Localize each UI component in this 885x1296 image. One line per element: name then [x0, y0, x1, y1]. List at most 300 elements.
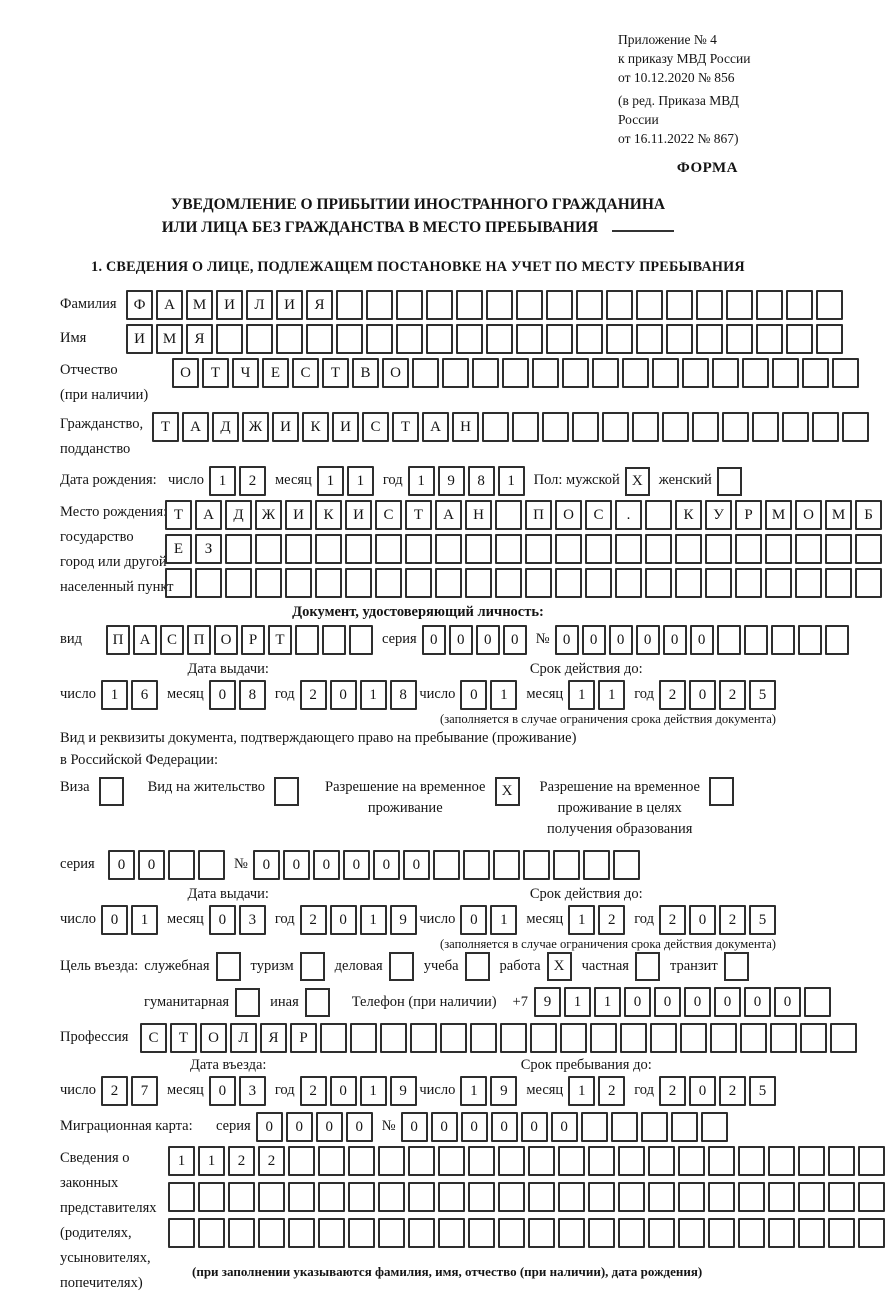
char-cell[interactable]: Л: [246, 290, 273, 320]
char-cell[interactable]: [225, 534, 252, 564]
char-cell[interactable]: [463, 850, 490, 880]
char-cell[interactable]: [795, 534, 822, 564]
char-cell[interactable]: И: [216, 290, 243, 320]
char-cell[interactable]: Ж: [255, 500, 282, 530]
char-cell[interactable]: Т: [268, 625, 292, 655]
char-cell[interactable]: 0: [209, 905, 236, 935]
char-cell[interactable]: [678, 1182, 705, 1212]
char-cell[interactable]: [786, 290, 813, 320]
char-cell[interactable]: [812, 412, 839, 442]
char-cell[interactable]: П: [187, 625, 211, 655]
char-cell[interactable]: 9: [438, 466, 465, 496]
char-cell[interactable]: [722, 412, 749, 442]
char-cell[interactable]: И: [126, 324, 153, 354]
char-cell[interactable]: [412, 358, 439, 388]
char-cell[interactable]: [558, 1146, 585, 1176]
char-cell[interactable]: 1: [490, 680, 517, 710]
char-cell[interactable]: [804, 987, 831, 1017]
char-cell[interactable]: [498, 1146, 525, 1176]
char-cell[interactable]: А: [422, 412, 449, 442]
char-cell[interactable]: [632, 412, 659, 442]
char-cell[interactable]: [530, 1023, 557, 1053]
char-cell[interactable]: 0: [101, 905, 128, 935]
char-cell[interactable]: А: [156, 290, 183, 320]
char-cell[interactable]: 1: [564, 987, 591, 1017]
char-cell[interactable]: [590, 1023, 617, 1053]
char-cell[interactable]: [855, 534, 882, 564]
char-cell[interactable]: [375, 568, 402, 598]
char-cell[interactable]: [378, 1218, 405, 1248]
char-cell[interactable]: [288, 1182, 315, 1212]
char-cell[interactable]: [770, 1023, 797, 1053]
char-cell[interactable]: 0: [343, 850, 370, 880]
char-cell[interactable]: [336, 290, 363, 320]
char-cell[interactable]: И: [272, 412, 299, 442]
char-cell[interactable]: [717, 625, 741, 655]
purpose-tourism-checkbox[interactable]: [300, 952, 325, 981]
char-cell[interactable]: [408, 1218, 435, 1248]
char-cell[interactable]: Д: [212, 412, 239, 442]
char-cell[interactable]: [636, 324, 663, 354]
char-cell[interactable]: [528, 1146, 555, 1176]
char-cell[interactable]: М: [156, 324, 183, 354]
char-cell[interactable]: 8: [390, 680, 417, 710]
char-cell[interactable]: [588, 1146, 615, 1176]
char-cell[interactable]: И: [332, 412, 359, 442]
char-cell[interactable]: 0: [283, 850, 310, 880]
char-cell[interactable]: О: [172, 358, 199, 388]
char-cell[interactable]: [606, 290, 633, 320]
char-cell[interactable]: [602, 412, 629, 442]
char-cell[interactable]: [828, 1146, 855, 1176]
char-cell[interactable]: 1: [168, 1146, 195, 1176]
char-cell[interactable]: Л: [230, 1023, 257, 1053]
char-cell[interactable]: 1: [101, 680, 128, 710]
char-cell[interactable]: 3: [239, 905, 266, 935]
char-cell[interactable]: [768, 1218, 795, 1248]
char-cell[interactable]: 5: [749, 905, 776, 935]
char-cell[interactable]: 0: [636, 625, 660, 655]
char-cell[interactable]: 0: [774, 987, 801, 1017]
char-cell[interactable]: [558, 1218, 585, 1248]
char-cell[interactable]: [765, 568, 792, 598]
char-cell[interactable]: 0: [256, 1112, 283, 1142]
char-cell[interactable]: [315, 568, 342, 598]
char-cell[interactable]: Ж: [242, 412, 269, 442]
char-cell[interactable]: [288, 1146, 315, 1176]
char-cell[interactable]: [438, 1146, 465, 1176]
char-cell[interactable]: [228, 1182, 255, 1212]
char-cell[interactable]: 2: [719, 680, 746, 710]
char-cell[interactable]: К: [315, 500, 342, 530]
char-cell[interactable]: [830, 1023, 857, 1053]
char-cell[interactable]: Я: [306, 290, 333, 320]
char-cell[interactable]: [576, 324, 603, 354]
char-cell[interactable]: [828, 1218, 855, 1248]
char-cell[interactable]: [295, 625, 319, 655]
char-cell[interactable]: Е: [262, 358, 289, 388]
char-cell[interactable]: [648, 1146, 675, 1176]
char-cell[interactable]: 1: [347, 466, 374, 496]
char-cell[interactable]: 2: [228, 1146, 255, 1176]
char-cell[interactable]: 1: [490, 905, 517, 935]
char-cell[interactable]: 0: [316, 1112, 343, 1142]
char-cell[interactable]: [435, 568, 462, 598]
char-cell[interactable]: [858, 1218, 885, 1248]
char-cell[interactable]: [375, 534, 402, 564]
char-cell[interactable]: 0: [503, 625, 527, 655]
char-cell[interactable]: [592, 358, 619, 388]
char-cell[interactable]: А: [195, 500, 222, 530]
char-cell[interactable]: [662, 412, 689, 442]
char-cell[interactable]: Р: [735, 500, 762, 530]
purpose-humanitarian-checkbox[interactable]: [235, 988, 260, 1017]
char-cell[interactable]: [396, 290, 423, 320]
char-cell[interactable]: 2: [719, 905, 746, 935]
char-cell[interactable]: [516, 290, 543, 320]
char-cell[interactable]: [349, 625, 373, 655]
char-cell[interactable]: М: [825, 500, 852, 530]
char-cell[interactable]: [320, 1023, 347, 1053]
char-cell[interactable]: О: [214, 625, 238, 655]
char-cell[interactable]: 0: [663, 625, 687, 655]
char-cell[interactable]: [615, 534, 642, 564]
char-cell[interactable]: 2: [659, 905, 686, 935]
char-cell[interactable]: 1: [360, 905, 387, 935]
char-cell[interactable]: 0: [403, 850, 430, 880]
char-cell[interactable]: Т: [405, 500, 432, 530]
char-cell[interactable]: М: [765, 500, 792, 530]
char-cell[interactable]: С: [292, 358, 319, 388]
char-cell[interactable]: [258, 1182, 285, 1212]
char-cell[interactable]: 0: [253, 850, 280, 880]
char-cell[interactable]: 3: [239, 1076, 266, 1106]
char-cell[interactable]: [495, 500, 522, 530]
char-cell[interactable]: 9: [390, 1076, 417, 1106]
char-cell[interactable]: [615, 568, 642, 598]
char-cell[interactable]: 2: [719, 1076, 746, 1106]
char-cell[interactable]: [380, 1023, 407, 1053]
char-cell[interactable]: [288, 1218, 315, 1248]
char-cell[interactable]: [528, 1218, 555, 1248]
char-cell[interactable]: Н: [465, 500, 492, 530]
char-cell[interactable]: [708, 1218, 735, 1248]
char-cell[interactable]: [576, 290, 603, 320]
char-cell[interactable]: [682, 358, 709, 388]
char-cell[interactable]: С: [585, 500, 612, 530]
char-cell[interactable]: [336, 324, 363, 354]
char-cell[interactable]: [678, 1146, 705, 1176]
char-cell[interactable]: 2: [659, 680, 686, 710]
char-cell[interactable]: 0: [422, 625, 446, 655]
char-cell[interactable]: [765, 534, 792, 564]
char-cell[interactable]: [318, 1218, 345, 1248]
char-cell[interactable]: [546, 290, 573, 320]
char-cell[interactable]: [701, 1112, 728, 1142]
char-cell[interactable]: Т: [202, 358, 229, 388]
purpose-private-checkbox[interactable]: [635, 952, 660, 981]
char-cell[interactable]: [426, 290, 453, 320]
char-cell[interactable]: Т: [152, 412, 179, 442]
char-cell[interactable]: 0: [461, 1112, 488, 1142]
char-cell[interactable]: [606, 324, 633, 354]
char-cell[interactable]: 9: [390, 905, 417, 935]
char-cell[interactable]: 5: [749, 1076, 776, 1106]
char-cell[interactable]: [486, 324, 513, 354]
char-cell[interactable]: [378, 1182, 405, 1212]
char-cell[interactable]: [468, 1218, 495, 1248]
char-cell[interactable]: [366, 290, 393, 320]
char-cell[interactable]: [198, 1182, 225, 1212]
char-cell[interactable]: С: [140, 1023, 167, 1053]
char-cell[interactable]: 0: [401, 1112, 428, 1142]
char-cell[interactable]: Я: [186, 324, 213, 354]
char-cell[interactable]: [306, 324, 333, 354]
char-cell[interactable]: Я: [260, 1023, 287, 1053]
char-cell[interactable]: П: [106, 625, 130, 655]
char-cell[interactable]: [216, 324, 243, 354]
purpose-study-checkbox[interactable]: [465, 952, 490, 981]
char-cell[interactable]: [276, 324, 303, 354]
char-cell[interactable]: 8: [468, 466, 495, 496]
char-cell[interactable]: [710, 1023, 737, 1053]
purpose-other-checkbox[interactable]: [305, 988, 330, 1017]
char-cell[interactable]: [828, 1182, 855, 1212]
char-cell[interactable]: 1: [460, 1076, 487, 1106]
char-cell[interactable]: Е: [165, 534, 192, 564]
char-cell[interactable]: [350, 1023, 377, 1053]
gender-male-checkbox[interactable]: X: [625, 467, 650, 496]
char-cell[interactable]: [671, 1112, 698, 1142]
char-cell[interactable]: [523, 850, 550, 880]
char-cell[interactable]: И: [285, 500, 312, 530]
char-cell[interactable]: [405, 568, 432, 598]
char-cell[interactable]: [532, 358, 559, 388]
char-cell[interactable]: [756, 290, 783, 320]
char-cell[interactable]: [345, 568, 372, 598]
char-cell[interactable]: 2: [300, 905, 327, 935]
char-cell[interactable]: 0: [313, 850, 340, 880]
char-cell[interactable]: Т: [392, 412, 419, 442]
char-cell[interactable]: [613, 850, 640, 880]
char-cell[interactable]: [675, 568, 702, 598]
char-cell[interactable]: [696, 290, 723, 320]
char-cell[interactable]: 0: [624, 987, 651, 1017]
char-cell[interactable]: [740, 1023, 767, 1053]
char-cell[interactable]: 0: [138, 850, 165, 880]
char-cell[interactable]: [495, 568, 522, 598]
char-cell[interactable]: [258, 1218, 285, 1248]
char-cell[interactable]: 0: [330, 680, 357, 710]
char-cell[interactable]: [546, 324, 573, 354]
char-cell[interactable]: [378, 1146, 405, 1176]
temp-residence-checkbox[interactable]: X: [495, 777, 520, 806]
char-cell[interactable]: [468, 1182, 495, 1212]
char-cell[interactable]: [583, 850, 610, 880]
char-cell[interactable]: [744, 625, 768, 655]
char-cell[interactable]: [795, 568, 822, 598]
char-cell[interactable]: [585, 534, 612, 564]
char-cell[interactable]: [528, 1182, 555, 1212]
char-cell[interactable]: [482, 412, 509, 442]
char-cell[interactable]: [708, 1146, 735, 1176]
char-cell[interactable]: 0: [582, 625, 606, 655]
char-cell[interactable]: [771, 625, 795, 655]
char-cell[interactable]: 1: [598, 680, 625, 710]
char-cell[interactable]: [456, 324, 483, 354]
char-cell[interactable]: 2: [101, 1076, 128, 1106]
char-cell[interactable]: [255, 568, 282, 598]
char-cell[interactable]: [708, 1182, 735, 1212]
char-cell[interactable]: [832, 358, 859, 388]
char-cell[interactable]: 0: [286, 1112, 313, 1142]
char-cell[interactable]: П: [525, 500, 552, 530]
char-cell[interactable]: [816, 290, 843, 320]
char-cell[interactable]: [495, 534, 522, 564]
char-cell[interactable]: 1: [131, 905, 158, 935]
char-cell[interactable]: 0: [654, 987, 681, 1017]
char-cell[interactable]: [348, 1146, 375, 1176]
char-cell[interactable]: И: [345, 500, 372, 530]
char-cell[interactable]: 8: [239, 680, 266, 710]
char-cell[interactable]: [285, 568, 312, 598]
char-cell[interactable]: 0: [609, 625, 633, 655]
char-cell[interactable]: 0: [551, 1112, 578, 1142]
char-cell[interactable]: [525, 534, 552, 564]
char-cell[interactable]: 1: [360, 1076, 387, 1106]
char-cell[interactable]: О: [200, 1023, 227, 1053]
char-cell[interactable]: 0: [744, 987, 771, 1017]
char-cell[interactable]: [555, 568, 582, 598]
char-cell[interactable]: [225, 568, 252, 598]
char-cell[interactable]: [782, 412, 809, 442]
char-cell[interactable]: Ф: [126, 290, 153, 320]
char-cell[interactable]: [198, 850, 225, 880]
char-cell[interactable]: .: [615, 500, 642, 530]
char-cell[interactable]: [768, 1182, 795, 1212]
char-cell[interactable]: [712, 358, 739, 388]
char-cell[interactable]: 0: [330, 1076, 357, 1106]
char-cell[interactable]: [735, 534, 762, 564]
char-cell[interactable]: [465, 534, 492, 564]
char-cell[interactable]: 1: [360, 680, 387, 710]
char-cell[interactable]: [572, 412, 599, 442]
char-cell[interactable]: [611, 1112, 638, 1142]
char-cell[interactable]: [726, 290, 753, 320]
char-cell[interactable]: 2: [300, 1076, 327, 1106]
char-cell[interactable]: [468, 1146, 495, 1176]
char-cell[interactable]: 0: [373, 850, 400, 880]
char-cell[interactable]: [498, 1182, 525, 1212]
char-cell[interactable]: [493, 850, 520, 880]
char-cell[interactable]: У: [705, 500, 732, 530]
char-cell[interactable]: [558, 1182, 585, 1212]
char-cell[interactable]: [692, 412, 719, 442]
char-cell[interactable]: [516, 324, 543, 354]
char-cell[interactable]: [486, 290, 513, 320]
char-cell[interactable]: [726, 324, 753, 354]
char-cell[interactable]: [645, 568, 672, 598]
char-cell[interactable]: [438, 1182, 465, 1212]
char-cell[interactable]: 0: [476, 625, 500, 655]
char-cell[interactable]: [858, 1146, 885, 1176]
char-cell[interactable]: 1: [568, 905, 595, 935]
char-cell[interactable]: [410, 1023, 437, 1053]
char-cell[interactable]: 0: [449, 625, 473, 655]
char-cell[interactable]: 0: [460, 905, 487, 935]
char-cell[interactable]: [228, 1218, 255, 1248]
char-cell[interactable]: [798, 1146, 825, 1176]
char-cell[interactable]: [735, 568, 762, 598]
char-cell[interactable]: [348, 1182, 375, 1212]
char-cell[interactable]: [798, 1182, 825, 1212]
char-cell[interactable]: [752, 412, 779, 442]
char-cell[interactable]: [855, 568, 882, 598]
char-cell[interactable]: 1: [568, 1076, 595, 1106]
char-cell[interactable]: З: [195, 534, 222, 564]
char-cell[interactable]: 0: [460, 680, 487, 710]
char-cell[interactable]: [738, 1146, 765, 1176]
purpose-official-checkbox[interactable]: [216, 952, 241, 981]
char-cell[interactable]: 9: [534, 987, 561, 1017]
char-cell[interactable]: О: [555, 500, 582, 530]
char-cell[interactable]: [636, 290, 663, 320]
char-cell[interactable]: Т: [322, 358, 349, 388]
char-cell[interactable]: 2: [659, 1076, 686, 1106]
char-cell[interactable]: 1: [198, 1146, 225, 1176]
char-cell[interactable]: 1: [498, 466, 525, 496]
char-cell[interactable]: Ч: [232, 358, 259, 388]
char-cell[interactable]: [195, 568, 222, 598]
char-cell[interactable]: [348, 1218, 375, 1248]
char-cell[interactable]: 1: [317, 466, 344, 496]
char-cell[interactable]: [768, 1146, 795, 1176]
char-cell[interactable]: [650, 1023, 677, 1053]
char-cell[interactable]: [585, 568, 612, 598]
char-cell[interactable]: [620, 1023, 647, 1053]
char-cell[interactable]: [842, 412, 869, 442]
char-cell[interactable]: [366, 324, 393, 354]
char-cell[interactable]: [772, 358, 799, 388]
char-cell[interactable]: [555, 534, 582, 564]
char-cell[interactable]: [435, 534, 462, 564]
char-cell[interactable]: Д: [225, 500, 252, 530]
char-cell[interactable]: [542, 412, 569, 442]
char-cell[interactable]: [285, 534, 312, 564]
char-cell[interactable]: 0: [330, 905, 357, 935]
char-cell[interactable]: С: [375, 500, 402, 530]
char-cell[interactable]: 0: [690, 625, 714, 655]
residence-checkbox[interactable]: [274, 777, 299, 806]
char-cell[interactable]: [742, 358, 769, 388]
char-cell[interactable]: 0: [491, 1112, 518, 1142]
char-cell[interactable]: Н: [452, 412, 479, 442]
char-cell[interactable]: [408, 1146, 435, 1176]
char-cell[interactable]: [738, 1218, 765, 1248]
char-cell[interactable]: [666, 324, 693, 354]
char-cell[interactable]: [798, 625, 822, 655]
char-cell[interactable]: Р: [241, 625, 265, 655]
char-cell[interactable]: К: [675, 500, 702, 530]
char-cell[interactable]: [168, 1182, 195, 1212]
char-cell[interactable]: [553, 850, 580, 880]
char-cell[interactable]: 0: [108, 850, 135, 880]
char-cell[interactable]: 6: [131, 680, 158, 710]
char-cell[interactable]: [705, 534, 732, 564]
char-cell[interactable]: А: [182, 412, 209, 442]
char-cell[interactable]: 0: [346, 1112, 373, 1142]
char-cell[interactable]: Т: [165, 500, 192, 530]
